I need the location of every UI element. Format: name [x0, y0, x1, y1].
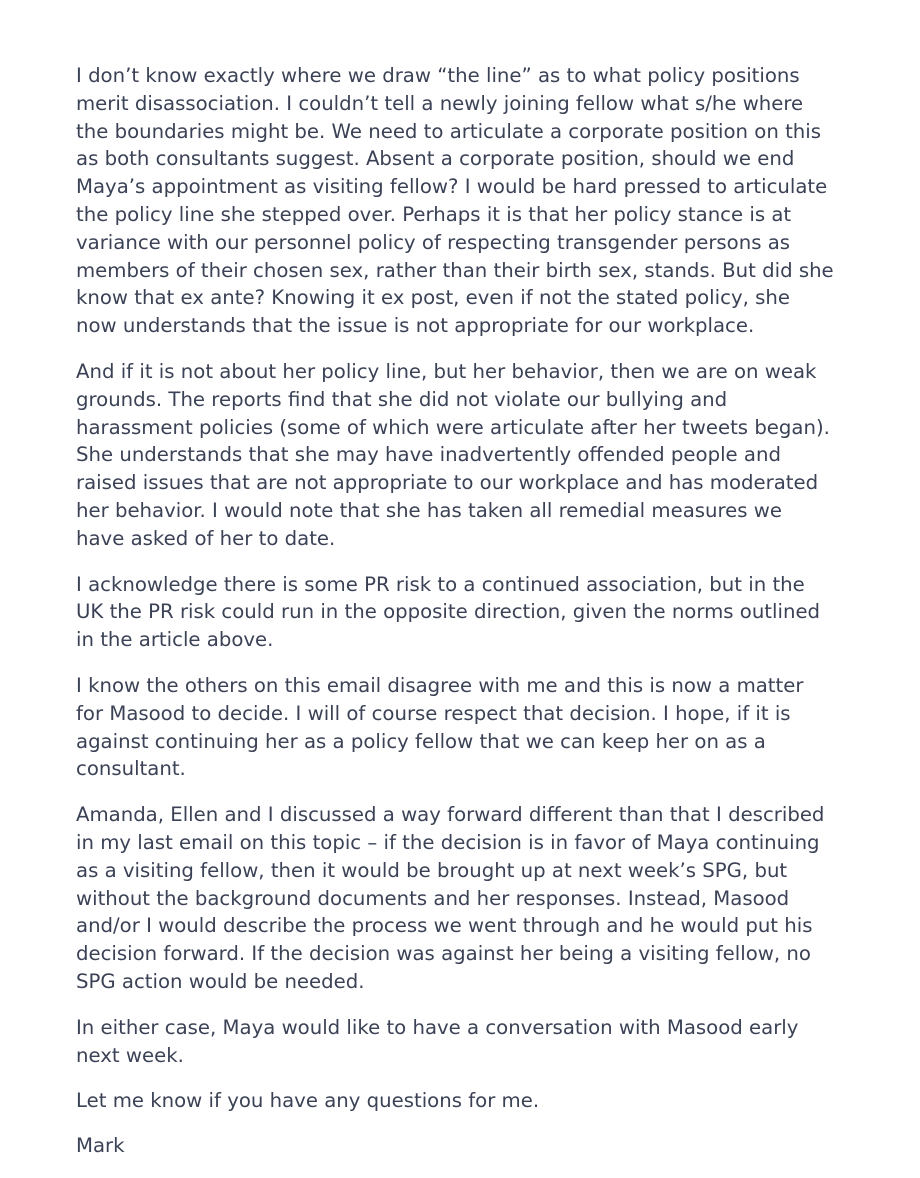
- paragraph-line-definition: I don’t know exactly where we draw “the line” as to what policy positions merit disassociation. I couldn’t tell a newly joining fellow what s/he where the boundaries might be. We need to articulate a corporate position on this as both consultants suggest. Absent a corporate position, should we end Maya’s appointment as visiting fellow? I would be hard pressed to articulate the policy line she stepped over. Perhaps it is that her policy stance is at variance with our personnel policy of respecting transgender persons as members of their chosen sex, rather than their birth sex, stands. But did she know that ex ante? Knowing it ex post, even if not the stated policy, she now understands that the issue is not appropriate for our workplace.: [76, 64, 834, 338]
- paragraph-decision: I know the others on this email disagree with me and this is now a matter for Masood to decide. I will of course respect that decision. I hope, if it is against continuing her as a policy fellow that we can keep her on as a consultant.: [76, 673, 804, 781]
- paragraph-pr-risk: I acknowledge there is some PR risk to a continued association, but in the UK the PR risk could run in the opposite direction, given the norms outlined in the article above.: [76, 572, 821, 652]
- paragraph-questions: Let me know if you have any questions for me.: [76, 1089, 540, 1113]
- letter-body: [76, 62, 836, 1178]
- signature-name: Mark: [76, 1134, 125, 1158]
- paragraph-behavior: And if it is not about her policy line, but her behavior, then we are on weak grounds. The reports find that she did not violate our bullying and harassment policies (some of which were articulate after her tweets began). She understands that she may have inadvertently offended people and raised issues that are not appropriate to our workplace and has moderated her behavior. I would note that she has taken all remedial measures we have asked of her to date.: [76, 359, 830, 550]
- paragraph-way-forward: Amanda, Ellen and I discussed a way forward different than that I described in my last email on this topic – if the decision is in favor of Maya continuing as a visiting fellow, then it would be brought up at next week’s SPG, but without the background documents and her responses. Instead, Masood and/or I would describe the process we went through and he would put his decision forward. If the decision was against her being a visiting fellow, no SPG action would be needed.: [76, 803, 825, 993]
- paragraph-conversation: In either case, Maya would like to have a conversation with Masood early next week.: [76, 1015, 799, 1067]
